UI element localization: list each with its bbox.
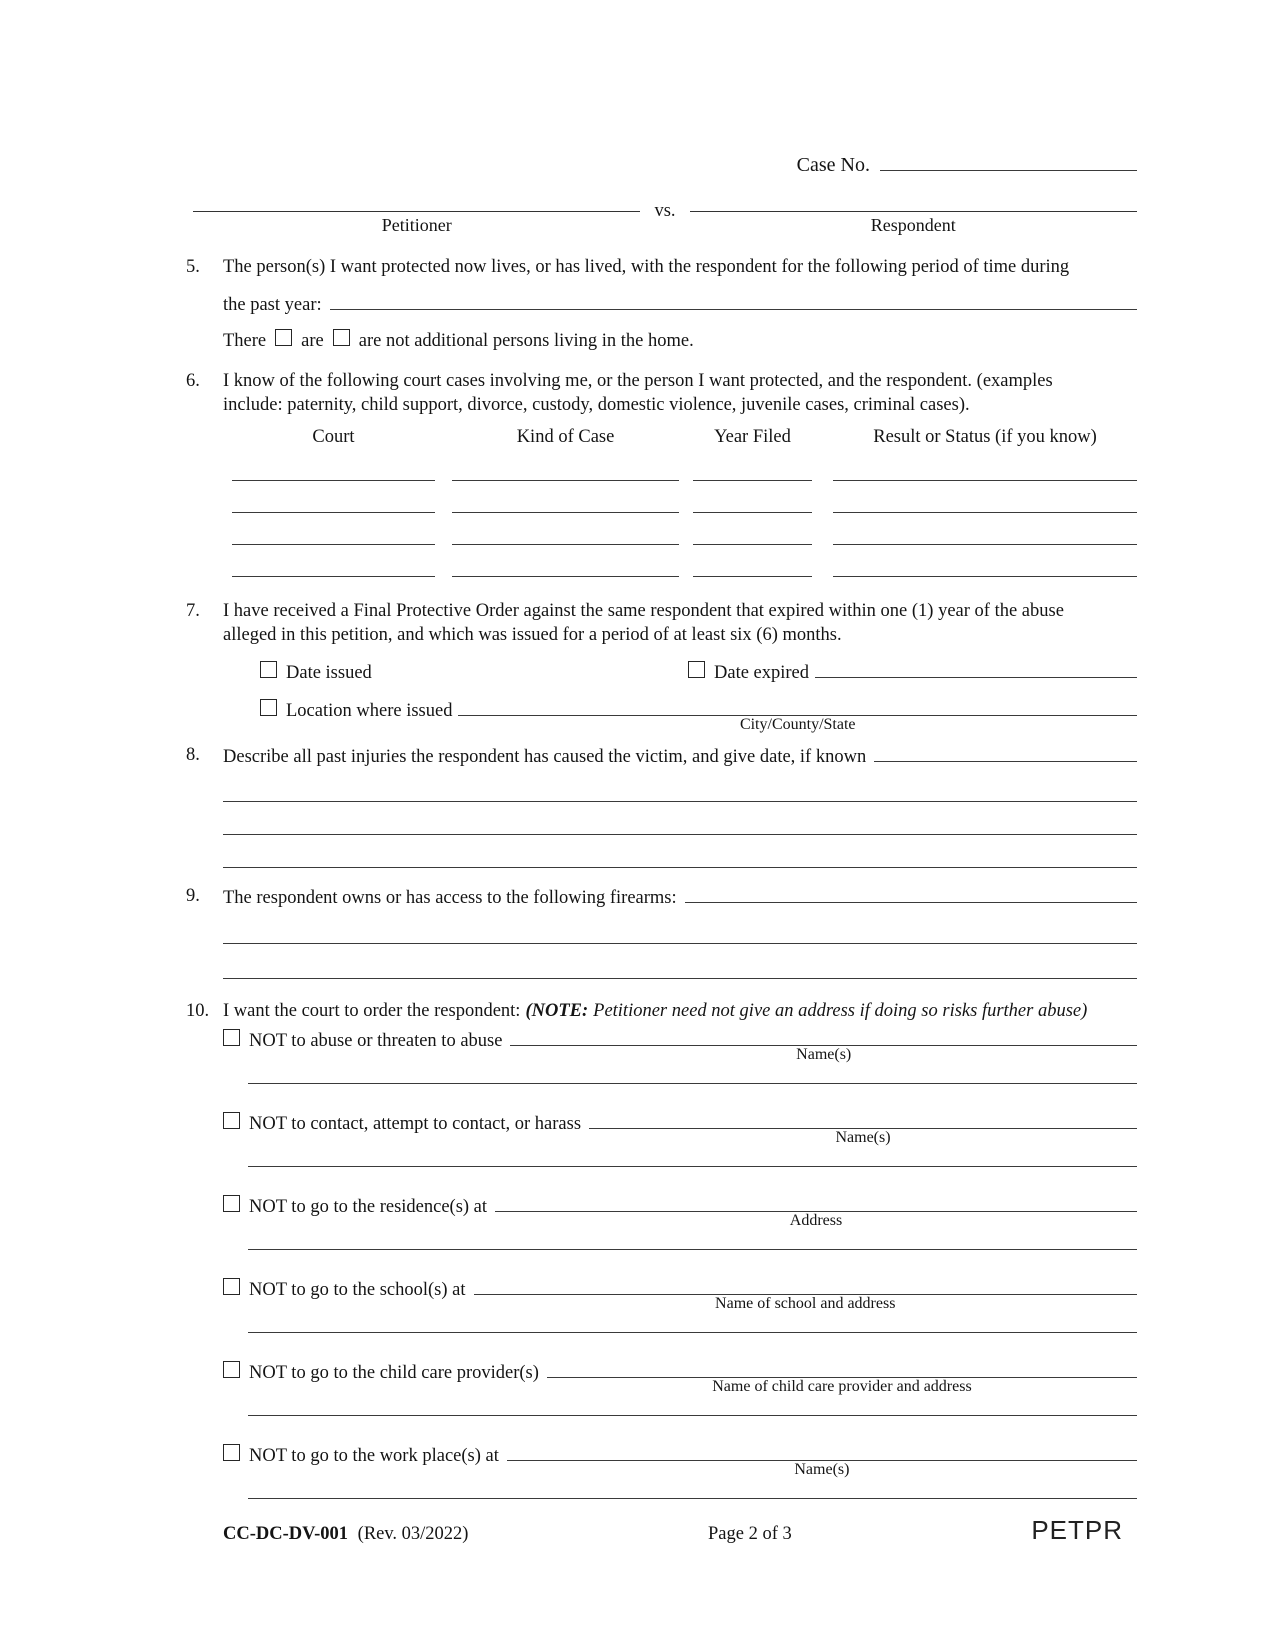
court-field[interactable] bbox=[232, 481, 435, 513]
are-not-label: are not additional persons living in the home. bbox=[358, 331, 694, 351]
result-status-field[interactable] bbox=[833, 513, 1137, 545]
table-row bbox=[223, 545, 1137, 577]
order-contact-field[interactable] bbox=[589, 1110, 1137, 1146]
form-code: PETPR bbox=[1031, 1515, 1123, 1545]
year-filed-field[interactable] bbox=[693, 513, 812, 545]
respondent-field[interactable] bbox=[690, 211, 1137, 212]
order-school-extra-line[interactable] bbox=[248, 1332, 1137, 1333]
order-contact-extra-line[interactable] bbox=[248, 1166, 1137, 1167]
item-5-text: The person(s) I want protected now lives, or has lived, with the respondent for the following period of time during bbox=[223, 257, 1070, 277]
vs-label: vs. bbox=[654, 201, 676, 221]
petitioner-label: Petitioner bbox=[381, 215, 452, 235]
order-residence-sublabel: Address bbox=[789, 1212, 843, 1229]
order-abuse-checkbox[interactable] bbox=[223, 1029, 240, 1046]
petitioner-block bbox=[193, 211, 640, 237]
court-field[interactable] bbox=[232, 449, 435, 481]
respondent-label: Respondent bbox=[870, 215, 956, 235]
order-residence-field[interactable] bbox=[495, 1193, 1137, 1229]
order-school-checkbox[interactable] bbox=[223, 1278, 240, 1295]
date-issued-checkbox[interactable] bbox=[260, 661, 277, 678]
result-status-field[interactable] bbox=[833, 449, 1137, 481]
order-school bbox=[223, 1276, 1137, 1333]
past-injuries-line[interactable] bbox=[223, 801, 1137, 802]
order-residence-label: NOT to go to the residence(s) at bbox=[249, 1197, 488, 1217]
firearms-field[interactable] bbox=[685, 884, 1137, 903]
col-header-kind: Kind of Case bbox=[516, 427, 615, 447]
item-5 bbox=[186, 255, 1137, 353]
order-abuse bbox=[223, 1027, 1137, 1084]
item-8-number: 8. bbox=[186, 745, 200, 765]
are-not-checkbox[interactable] bbox=[333, 329, 350, 346]
location-issued-label: Location where issued bbox=[286, 701, 453, 721]
order-workplace-field[interactable] bbox=[507, 1442, 1137, 1478]
order-workplace-sublabel: Name(s) bbox=[794, 1461, 850, 1478]
order-childcare-sublabel: Name of child care provider and address bbox=[712, 1378, 972, 1395]
there-label: There bbox=[223, 331, 267, 351]
are-label: are bbox=[301, 331, 324, 351]
order-abuse-field[interactable] bbox=[510, 1027, 1137, 1063]
year-filed-field[interactable] bbox=[693, 481, 812, 513]
petitioner-field[interactable] bbox=[193, 211, 640, 212]
year-filed-field[interactable] bbox=[693, 545, 812, 577]
order-residence-checkbox[interactable] bbox=[223, 1195, 240, 1212]
past-injuries-field[interactable] bbox=[874, 743, 1137, 762]
page-indicator: Page 2 of 3 bbox=[708, 1524, 792, 1544]
order-contact-checkbox[interactable] bbox=[223, 1112, 240, 1129]
year-filed-field[interactable] bbox=[693, 449, 812, 481]
past-year-field[interactable] bbox=[330, 291, 1137, 310]
item-8-text: Describe all past injuries the respondent has caused the victim, and give date, if known bbox=[223, 747, 867, 767]
order-workplace-checkbox[interactable] bbox=[223, 1444, 240, 1461]
item-9-number: 9. bbox=[186, 886, 200, 906]
item-10-intro-text: I want the court to order the respondent: bbox=[223, 1001, 521, 1021]
order-contact bbox=[223, 1110, 1137, 1167]
item-7-number: 7. bbox=[186, 601, 200, 621]
form-revision: (Rev. 03/2022) bbox=[357, 1524, 469, 1544]
past-injuries-line[interactable] bbox=[223, 834, 1137, 835]
order-residence-extra-line[interactable] bbox=[248, 1249, 1137, 1250]
table-row bbox=[223, 481, 1137, 513]
kind-of-case-field[interactable] bbox=[452, 449, 679, 481]
additional-persons-row bbox=[223, 329, 1137, 353]
respondent-block bbox=[690, 211, 1137, 237]
location-sublabel: City/County/State bbox=[739, 716, 856, 733]
order-school-sublabel: Name of school and address bbox=[715, 1295, 896, 1312]
page-footer bbox=[223, 1515, 1123, 1546]
location-issued-field[interactable] bbox=[458, 697, 1137, 733]
item-10 bbox=[186, 999, 1137, 1525]
order-childcare-field[interactable] bbox=[547, 1359, 1137, 1395]
note-text: Petitioner need not give an address if doing so risks further abuse) bbox=[593, 1001, 1088, 1021]
item-5-number: 5. bbox=[186, 257, 200, 277]
order-workplace-extra-line[interactable] bbox=[248, 1498, 1137, 1499]
order-residence bbox=[223, 1193, 1137, 1250]
date-expired-checkbox[interactable] bbox=[688, 661, 705, 678]
table-row bbox=[223, 513, 1137, 545]
past-injuries-line[interactable] bbox=[223, 867, 1137, 868]
form-id bbox=[223, 1522, 468, 1546]
item-9-text: The respondent owns or has access to the following firearms: bbox=[223, 888, 677, 908]
item-6 bbox=[186, 369, 1137, 577]
order-list bbox=[223, 1027, 1137, 1499]
past-year-label: the past year: bbox=[223, 295, 322, 315]
case-number-row bbox=[186, 152, 1137, 177]
item-7 bbox=[186, 599, 1137, 733]
kind-of-case-field[interactable] bbox=[452, 513, 679, 545]
date-issued-label: Date issued bbox=[286, 663, 372, 683]
kind-of-case-field[interactable] bbox=[452, 545, 679, 577]
date-expired-label: Date expired bbox=[714, 663, 810, 683]
case-no-label: Case No. bbox=[796, 154, 870, 176]
form-number: CC-DC-DV-001 bbox=[223, 1524, 349, 1544]
order-school-label: NOT to go to the school(s) at bbox=[249, 1280, 466, 1300]
order-contact-sublabel: Name(s) bbox=[835, 1129, 891, 1146]
item-6-number: 6. bbox=[186, 371, 200, 391]
item-6-text-line2: include: paternity, child support, divorce, custody, domestic violence, juvenile cases, criminal cases). bbox=[223, 395, 970, 415]
item-10-intro bbox=[223, 999, 1137, 1023]
order-abuse-label: NOT to abuse or threaten to abuse bbox=[249, 1031, 503, 1051]
result-status-field[interactable] bbox=[833, 545, 1137, 577]
order-contact-label: NOT to contact, attempt to contact, or harass bbox=[249, 1114, 582, 1134]
item-9 bbox=[186, 884, 1137, 979]
col-header-court: Court bbox=[312, 427, 355, 447]
court-field[interactable] bbox=[232, 545, 435, 577]
kind-of-case-field[interactable] bbox=[452, 481, 679, 513]
item-7-text-line2: alleged in this petition, and which was issued for a period of at least six (6) months. bbox=[223, 625, 842, 645]
firearms-line[interactable] bbox=[223, 978, 1137, 979]
location-issued-checkbox[interactable] bbox=[260, 699, 277, 716]
order-abuse-extra-line[interactable] bbox=[248, 1083, 1137, 1084]
col-header-result: Result or Status (if you know) bbox=[873, 427, 1097, 447]
order-workplace bbox=[223, 1442, 1137, 1499]
table-row bbox=[223, 449, 1137, 481]
item-8 bbox=[186, 743, 1137, 868]
are-checkbox[interactable] bbox=[275, 329, 292, 346]
order-abuse-sublabel: Name(s) bbox=[796, 1046, 852, 1063]
item-7-text-line1: I have received a Final Protective Order against the same respondent that expired within one (1) year of the abuse bbox=[223, 601, 1064, 621]
note-prefix: (NOTE: bbox=[525, 1001, 589, 1021]
order-childcare-label: NOT to go to the child care provider(s) bbox=[249, 1363, 539, 1383]
item-10-number: 10. bbox=[186, 1001, 210, 1021]
party-row bbox=[193, 201, 1137, 237]
firearms-line[interactable] bbox=[223, 943, 1137, 944]
order-childcare bbox=[223, 1359, 1137, 1416]
case-no-field[interactable] bbox=[880, 152, 1137, 171]
col-header-year: Year Filed bbox=[714, 427, 791, 447]
court-cases-table bbox=[223, 425, 1137, 577]
date-expired-field[interactable] bbox=[815, 659, 1137, 678]
order-workplace-label: NOT to go to the work place(s) at bbox=[249, 1446, 499, 1466]
result-status-field[interactable] bbox=[833, 481, 1137, 513]
order-school-field[interactable] bbox=[474, 1276, 1138, 1312]
order-childcare-extra-line[interactable] bbox=[248, 1415, 1137, 1416]
item-6-text-line1: I know of the following court cases involving me, or the person I want protected, and the respondent. (examples bbox=[223, 371, 1053, 391]
court-field[interactable] bbox=[232, 513, 435, 545]
order-childcare-checkbox[interactable] bbox=[223, 1361, 240, 1378]
